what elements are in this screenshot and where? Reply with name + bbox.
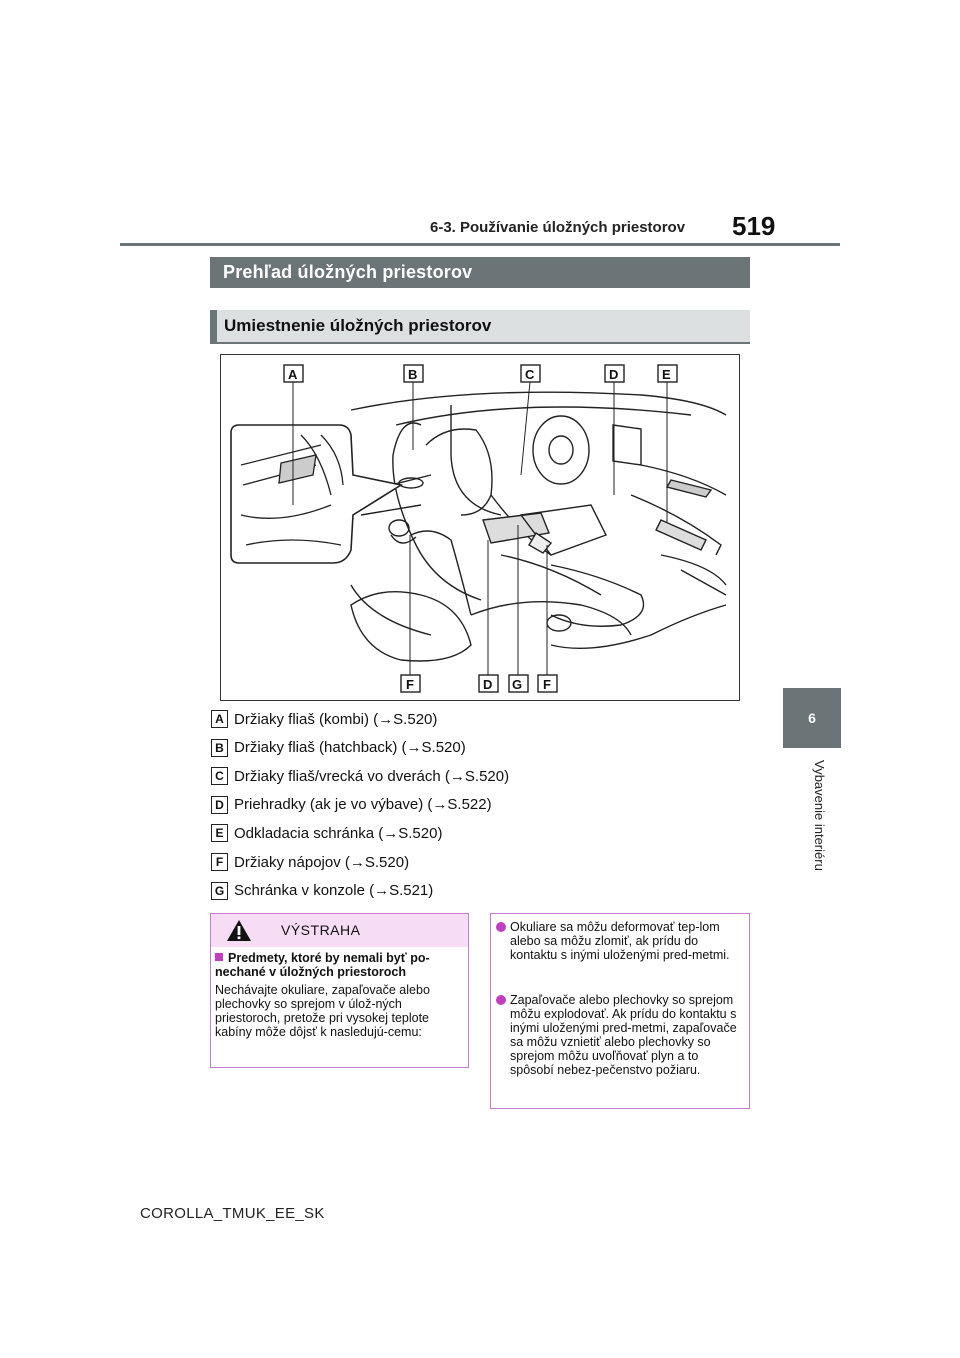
legend-item [211, 737, 466, 759]
legend-key: B [211, 739, 228, 757]
legend-text: Držiaky fliaš (kombi) (→S.520) [234, 710, 438, 728]
legend-text: Držiaky fliaš (hatchback) (→S.520) [234, 739, 466, 757]
square-bullet-icon [215, 953, 223, 961]
legend-item [211, 765, 509, 787]
legend-text: Držiaky fliaš/vrecká vo dverách (→S.520) [234, 767, 510, 785]
warning-bullet [495, 993, 743, 1077]
warning-bullet [495, 920, 743, 962]
storage-locations-illustration [220, 354, 740, 701]
round-bullet-icon [496, 922, 506, 932]
svg-text:D: D [483, 677, 493, 692]
warning-point-title [215, 951, 465, 979]
legend-key: E [211, 824, 228, 842]
round-bullet-icon [496, 995, 506, 1005]
svg-text:G: G [512, 677, 523, 692]
label-C-top [521, 365, 540, 475]
legend-text: Schránka v konzole (→S.521) [234, 882, 434, 900]
label-G-bottom [509, 525, 528, 692]
legend-item [211, 851, 409, 873]
legend-text: Priehradky (ak je vo výbave) (→S.522) [234, 796, 492, 814]
label-F-bottom-right [538, 545, 557, 692]
svg-text:B: B [408, 367, 418, 382]
legend-item [211, 708, 437, 730]
warning-point-title-text: Predmety, ktoré by nemali byť po-nechané v úložných priestoroch [215, 951, 430, 979]
svg-text:D: D [609, 367, 619, 382]
legend-item [211, 880, 433, 902]
legend-key: C [211, 767, 228, 785]
label-F-bottom-left [401, 535, 420, 692]
running-header-section: 6-3. Používanie úložných priestorov [430, 219, 686, 236]
label-D-bottom [479, 540, 498, 692]
legend-key: A [211, 710, 228, 728]
svg-text:E: E [662, 367, 671, 382]
warning-title: VÝSTRAHA [281, 922, 361, 938]
chapter-tab-label: Vybavenie interiéru [812, 760, 827, 871]
warning-bullet-text: Okuliare sa môžu deformovať tep-lom alebo sa môžu zlomiť, ak prídu do kontaktu s inými uloženými pred-metmi. [510, 920, 730, 962]
legend-text: Odkladacia schránka (→S.520) [234, 824, 443, 842]
warning-box-continued [490, 913, 750, 1109]
section-title: Prehľad úložných priestorov [210, 257, 750, 288]
warning-box [210, 913, 469, 1068]
warning-header [211, 914, 468, 947]
label-B-top [404, 365, 423, 450]
legend-key: G [211, 882, 228, 900]
legend-key: F [211, 853, 228, 871]
svg-text:F: F [406, 677, 414, 692]
car-interior-drawing [221, 355, 739, 700]
label-E-top [658, 365, 677, 523]
legend-item [211, 822, 442, 844]
svg-text:C: C [525, 367, 535, 382]
svg-text:A: A [288, 367, 298, 382]
warning-triangle-icon [226, 919, 252, 942]
header-rule [120, 243, 840, 246]
subsection-rule [210, 342, 750, 344]
document-footer: COROLLA_TMUK_EE_SK [140, 1205, 325, 1222]
label-D-top [605, 365, 624, 495]
svg-text:F: F [543, 677, 551, 692]
warning-point-text: Nechávajte okuliare, zapaľovače alebo plechovky so sprejom v úlož-ných priestoroch, pretože pri vysokej teplote kabíny môže dôjsť k nasledujú-cemu: [215, 983, 430, 1039]
legend-key: D [211, 796, 228, 814]
warning-bullet-text: Zapaľovače alebo plechovky so sprejom môžu explodovať. Ak prídu do kontaktu s inými uloženými pred-metmi, zapaľovače sa môžu vznietiť alebo plechovky so sprejom môžu uvoľňovať plyn a to spôsobí nebez-pečenstvo požiaru. [510, 993, 737, 1077]
page-number: 519 [732, 211, 776, 241]
legend-text: Držiaky nápojov (→S.520) [234, 853, 410, 871]
legend-item [211, 794, 492, 816]
chapter-tab: 6 [783, 688, 841, 748]
subsection-title: Umiestnenie úložných priestorov [210, 310, 750, 342]
